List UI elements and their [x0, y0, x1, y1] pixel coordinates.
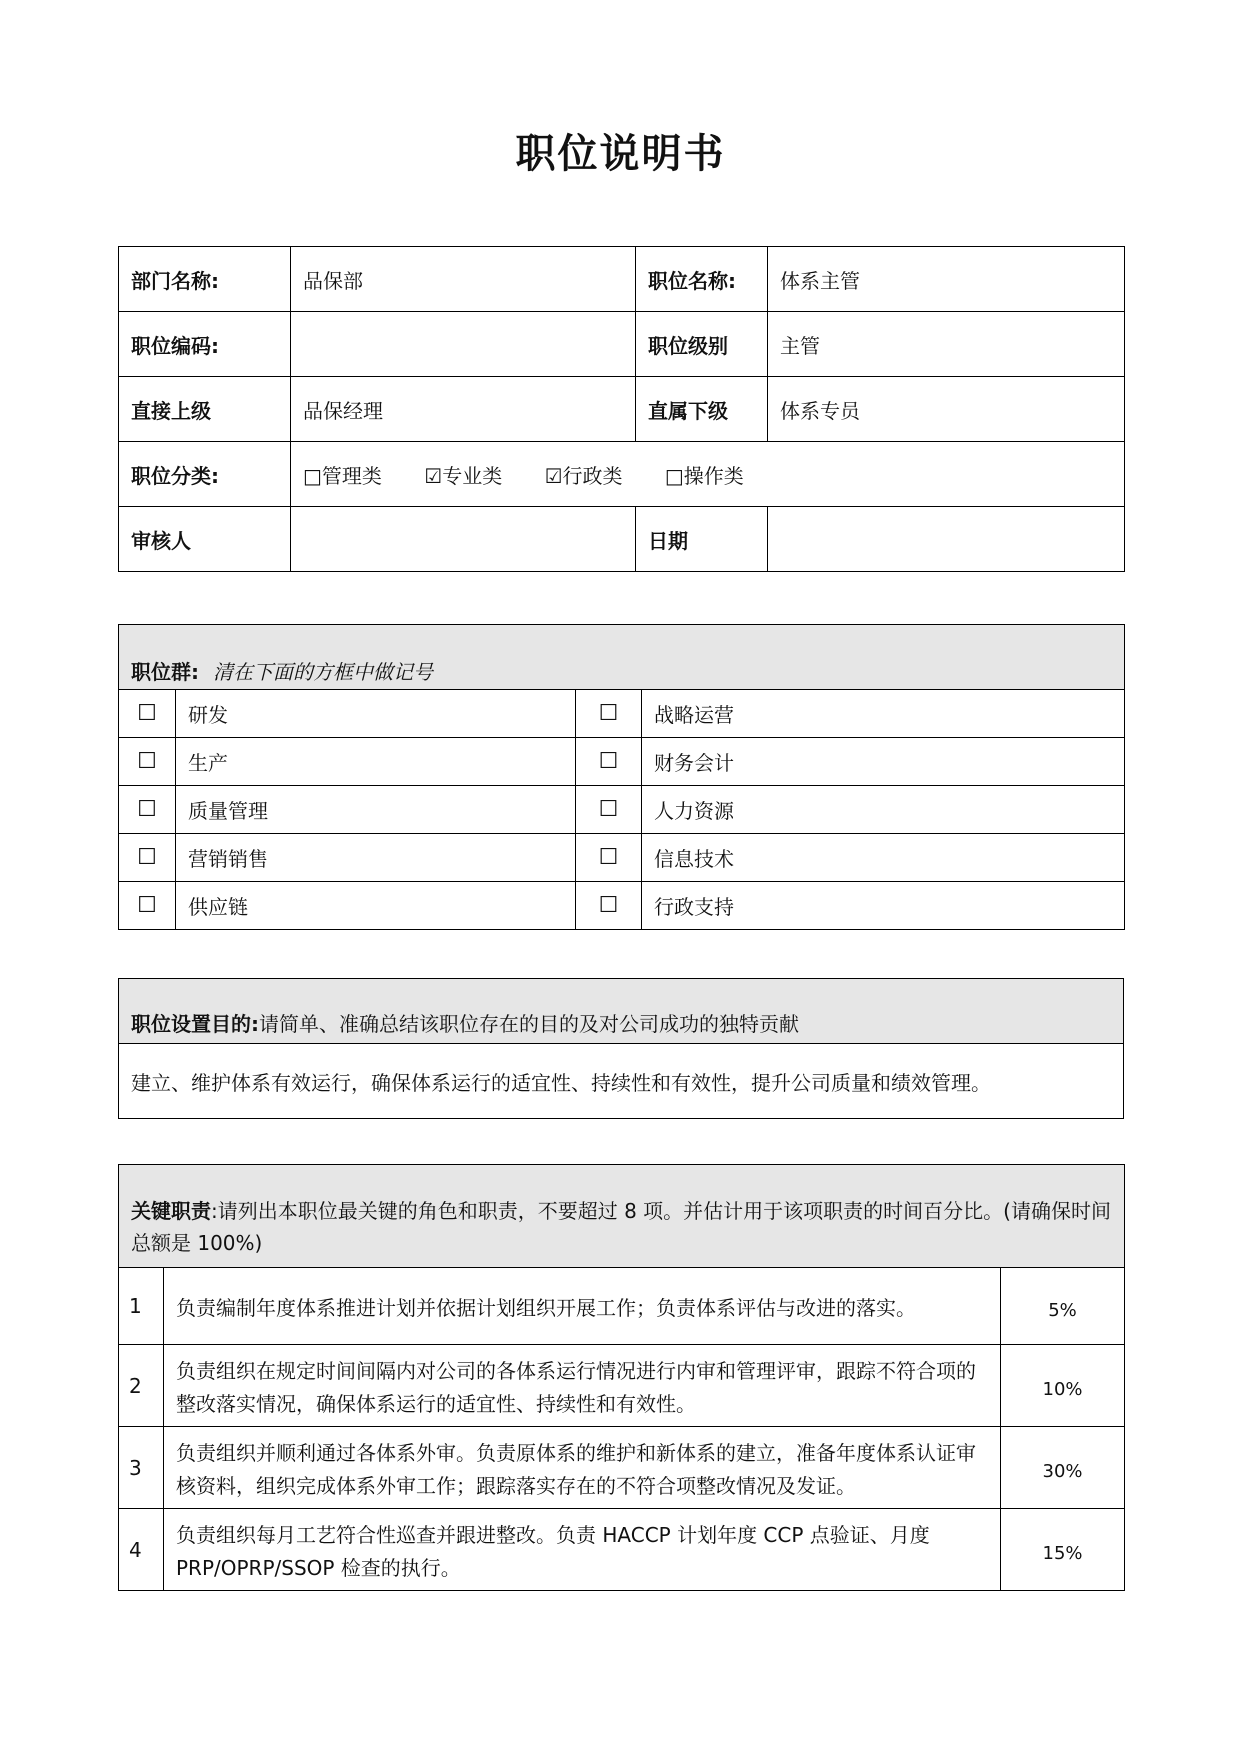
- code-value[interactable]: [291, 312, 636, 377]
- job-family-header: [119, 625, 1125, 690]
- duty-percent[interactable]: 5%: [1001, 1268, 1125, 1345]
- job-family-hint: 清在下面的方框中做记号: [213, 660, 433, 684]
- date-label: 日期: [636, 507, 768, 572]
- duty-text[interactable]: 负责组织每月工艺符合性巡查并跟进整改。负责 HACCP 计划年度 CCP 点验证、月度 PRP/OPRP/SSOP 检查的执行。: [164, 1509, 1001, 1591]
- checkbox-hr[interactable]: ☐: [576, 786, 642, 834]
- duty-number: 1: [119, 1268, 164, 1345]
- reviewer-label: 审核人: [119, 507, 291, 572]
- position-label: 职位名称:: [636, 247, 768, 312]
- checkbox-production[interactable]: ☐: [119, 738, 176, 786]
- category-label: 职位分类:: [119, 442, 291, 507]
- purpose-table: [118, 978, 1124, 1119]
- duties-table: [118, 1164, 1125, 1591]
- category-management-checkbox[interactable]: □管理类: [303, 463, 382, 488]
- family-finance: 财务会计: [642, 738, 1125, 786]
- superior-value[interactable]: 品保经理: [291, 377, 636, 442]
- level-label: 职位级别: [636, 312, 768, 377]
- job-family-table: [118, 624, 1125, 930]
- duty-text[interactable]: 负责组织在规定时间间隔内对公司的各体系运行情况进行内审和管理评审，跟踪不符合项的整改落实情况，确保体系运行的适宜性、持续性和有效性。: [164, 1345, 1001, 1427]
- subordinate-label: 直属下级: [636, 377, 768, 442]
- checkbox-marketing[interactable]: ☐: [119, 834, 176, 882]
- category-admin-checkbox[interactable]: ☑行政类: [544, 463, 623, 488]
- family-it: 信息技术: [642, 834, 1125, 882]
- purpose-content[interactable]: 建立、维护体系有效运行，确保体系运行的适宜性、持续性和有效性，提升公司质量和绩效管理。: [119, 1044, 1124, 1119]
- purpose-hint: 请简单、准确总结该职位存在的目的及对公司成功的独特贡献: [259, 1012, 799, 1036]
- checkbox-research[interactable]: ☐: [119, 690, 176, 738]
- date-value[interactable]: [768, 507, 1125, 572]
- duty-percent[interactable]: 10%: [1001, 1345, 1125, 1427]
- duty-percent[interactable]: 15%: [1001, 1509, 1125, 1591]
- checkbox-finance[interactable]: ☐: [576, 738, 642, 786]
- dept-value[interactable]: 品保部: [291, 247, 636, 312]
- checkbox-it[interactable]: ☐: [576, 834, 642, 882]
- family-research: 研发: [176, 690, 576, 738]
- checkbox-quality[interactable]: ☐: [119, 786, 176, 834]
- checkbox-supply-chain[interactable]: ☐: [119, 882, 176, 930]
- duty-text[interactable]: 负责编制年度体系推进计划并依据计划组织开展工作；负责体系评估与改进的落实。: [164, 1268, 1001, 1345]
- family-supply-chain: 供应链: [176, 882, 576, 930]
- duties-hint: :请列出本职位最关键的角色和职责，不要超过 8 项。并估计用于该项职责的时间百分比。(请确保时间总额是 100%): [131, 1199, 1111, 1255]
- family-production: 生产: [176, 738, 576, 786]
- purpose-label: 职位设置目的:: [131, 1012, 259, 1036]
- duty-text[interactable]: 负责组织并顺利通过各体系外审。负责原体系的维护和新体系的建立，准备年度体系认证审核资料，组织完成体系外审工作；跟踪落实存在的不符合项整改情况及发证。: [164, 1427, 1001, 1509]
- duty-number: 2: [119, 1345, 164, 1427]
- category-professional-checkbox[interactable]: ☑专业类: [424, 463, 503, 488]
- family-marketing: 营销销售: [176, 834, 576, 882]
- reviewer-value[interactable]: [291, 507, 636, 572]
- family-strategy: 战略运营: [642, 690, 1125, 738]
- subordinate-value[interactable]: 体系专员: [768, 377, 1125, 442]
- dept-label: 部门名称:: [119, 247, 291, 312]
- position-value[interactable]: 体系主管: [768, 247, 1125, 312]
- page-title: 职位说明书: [515, 131, 726, 177]
- purpose-header: [119, 979, 1124, 1044]
- superior-label: 直接上级: [119, 377, 291, 442]
- family-admin-support: 行政支持: [642, 882, 1125, 930]
- code-label: 职位编码:: [119, 312, 291, 377]
- duty-number: 4: [119, 1509, 164, 1591]
- duties-header: [119, 1165, 1125, 1268]
- duty-number: 3: [119, 1427, 164, 1509]
- checkbox-strategy[interactable]: ☐: [576, 690, 642, 738]
- duty-percent[interactable]: 30%: [1001, 1427, 1125, 1509]
- checkbox-admin-support[interactable]: ☐: [576, 882, 642, 930]
- duties-label: 关键职责: [131, 1199, 211, 1223]
- job-family-label: 职位群:: [131, 660, 199, 684]
- basic-info-table: [118, 246, 1125, 572]
- family-quality: 质量管理: [176, 786, 576, 834]
- family-hr: 人力资源: [642, 786, 1125, 834]
- level-value[interactable]: 主管: [768, 312, 1125, 377]
- category-operation-checkbox[interactable]: □操作类: [664, 463, 744, 488]
- category-options: [291, 442, 1125, 507]
